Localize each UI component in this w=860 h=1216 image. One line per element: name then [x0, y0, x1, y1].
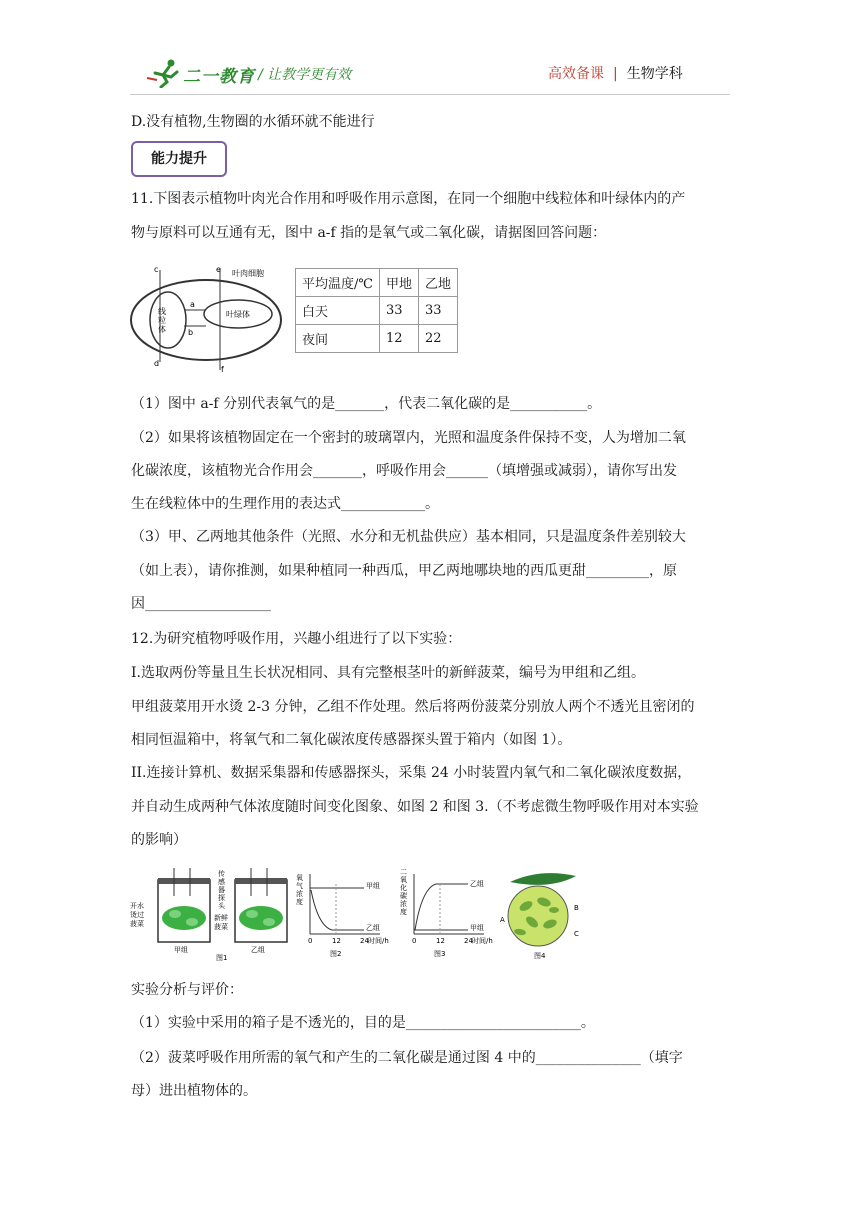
- analysis-q1: （1）实验中采用的箱子是不透光的，目的是_________________________。: [131, 1015, 595, 1031]
- q12-title: 12.为研究植物呼吸作用，兴趣小组进行了以下实验：: [131, 631, 462, 647]
- analysis-q2-line1: （2）菠菜呼吸作用所需的氧气和产生的二氧化碳是通过图 4 中的_______________（填字: [131, 1050, 683, 1066]
- table-cell: 12: [379, 325, 418, 353]
- cell-label: 叶肉细胞: [232, 269, 264, 278]
- table-header-cell: 乙地: [418, 269, 457, 297]
- table-cell: 22: [418, 325, 457, 353]
- analysis-q2-line2: 母）进出植物体的。: [131, 1083, 257, 1099]
- fig2-caption: 图2: [330, 950, 342, 958]
- header-label-subject: 生物学科: [626, 66, 683, 82]
- mito-char-2: 粒: [158, 316, 166, 325]
- mito-char-3: 体: [158, 325, 166, 334]
- fig3-ylabel-2: 氧: [400, 876, 407, 884]
- table-row: [296, 297, 458, 325]
- mito-char-1: 线: [158, 307, 166, 316]
- option-d: D.没有植物,生物圈的水循环就不能进行: [131, 114, 375, 130]
- fig2-ylabel-1: 氧: [296, 874, 303, 882]
- q12-step2-line2: 并自动生成两种气体浓度随时间变化图象、如图 2 和图 3.（不考虑微生物呼吸作用对本实验: [131, 799, 699, 815]
- q11-part3-line1: （3）甲、乙两地其他条件（光照、水分和无机盐供应）基本相同，只是温度条件差别较大: [131, 529, 686, 545]
- fig1-sensor-4: 探: [218, 894, 225, 902]
- fig3-tick-0: 0: [412, 937, 417, 945]
- fig1-sensor-3: 器: [218, 886, 225, 894]
- q11-part3-line3: 因__________________: [131, 596, 271, 612]
- fig2-tick-24: 24: [360, 937, 369, 945]
- fig3-ylabel-6: 度: [400, 908, 407, 916]
- q11-part2-line3: 生在线粒体中的生理作用的表达式____________。: [131, 496, 439, 512]
- q11-part2-line1: （2）如果将该植物固定在一个密封的玻璃罩内，光照和温度条件保持不变，人为增加二氧: [131, 430, 686, 446]
- table-cell: 白天: [296, 297, 380, 325]
- header-rule: [130, 94, 730, 95]
- fig3-ylabel-4: 碳: [400, 892, 407, 900]
- table-header-row: [296, 269, 458, 297]
- q12-para1-line2: 相同恒温箱中，将氧气和二氧化碳浓度传感器探头置于箱内（如图 1）。: [131, 732, 572, 748]
- label-e: e: [216, 265, 221, 274]
- fig1-sensor-1: 传: [218, 870, 225, 878]
- fig2-tick-12: 12: [332, 937, 341, 945]
- analysis-heading: 实验分析与评价：: [131, 982, 243, 998]
- q12-step2-line3: 的影响）: [131, 832, 187, 848]
- label-a: a: [190, 300, 195, 309]
- fig1-group-b: 乙组: [251, 946, 265, 954]
- fig1-left-label-3: 菠菜: [130, 920, 144, 928]
- table-cell: 夜间: [296, 325, 380, 353]
- fig1-sensor-5: 头: [218, 902, 225, 910]
- chloroplast-label: 叶绿体: [226, 310, 250, 319]
- fig2-xunit: 时间/h: [368, 937, 389, 945]
- fig3-ylabel-3: 化: [400, 884, 407, 892]
- q11-part2-line2: 化碳浓度，该植物光合作用会_______，呼吸作用会______（填增强或减弱），请你写出发: [131, 463, 677, 479]
- q12-step2-line1: II.连接计算机、数据采集器和传感器探头，采集 24 小时装置内氧气和二氧化碳浓度数据，: [131, 765, 692, 781]
- fig3-tick-24: 24: [464, 937, 473, 945]
- fig3-line-top: 乙组: [470, 880, 484, 888]
- q11-part1: （1）图中 a-f 分别代表氧气的是_______，代表二氧化碳的是___________。: [131, 396, 602, 412]
- header-label-prep: 高效备课: [548, 66, 604, 82]
- fig1-sensor-2: 感: [218, 878, 225, 886]
- fig3-xunit: 时间/h: [472, 937, 493, 945]
- fig3-tick-12: 12: [436, 937, 445, 945]
- fig3-ylabel-5: 浓: [400, 900, 407, 908]
- fig1-fresh-1: 新鲜: [214, 914, 228, 922]
- fig4-label-a: A: [500, 916, 505, 924]
- label-c: c: [154, 265, 159, 274]
- q11-part3-line2: （如上表），请你推测，如果种植同一种西瓜，甲乙两地哪块地的西瓜更甜_________，原: [131, 563, 677, 579]
- table-cell: 33: [379, 297, 418, 325]
- table-header-cell: 平均温度/℃: [296, 269, 380, 297]
- fig1-left-label-1: 开水: [130, 902, 144, 910]
- fig3-ylabel-1: 二: [400, 868, 407, 876]
- temperature-table: [295, 268, 458, 353]
- q11-line2: 物与原料可以互通有无，图中 a-f 指的是氧气或二氧化碳，请据图回答问题：: [131, 225, 607, 241]
- fig2-tick-0: 0: [308, 937, 313, 945]
- page-header: [0, 0, 860, 100]
- q12-step1: I.选取两份等量且生长状况相同、具有完整根茎叶的新鲜菠菜，编号为甲组和乙组。: [131, 665, 645, 681]
- fig1-caption: 图1: [216, 954, 228, 962]
- fig2-ylabel-4: 度: [296, 898, 303, 906]
- q11-line1: 11.下图表示植物叶肉光合作用和呼吸作用示意图，在同一个细胞中线粒体和叶绿体内的产: [131, 191, 686, 207]
- fig2-line-top: 甲组: [366, 882, 380, 890]
- table-cell: 33: [418, 297, 457, 325]
- section-title: 能力提升: [131, 141, 227, 177]
- label-f: f: [221, 365, 224, 374]
- experiment-figures: [130, 866, 590, 962]
- fig4-label-c: C: [574, 930, 579, 938]
- fig3-line-bottom: 甲组: [470, 924, 484, 932]
- fig2-line-bottom: 乙组: [366, 924, 380, 932]
- fig4-caption: 图4: [534, 952, 546, 960]
- figure-4-leaf: [508, 873, 576, 946]
- header-subject: [548, 63, 683, 83]
- fig3-caption: 图3: [434, 950, 446, 958]
- cell-diagram: [128, 262, 286, 374]
- fig1-fresh-2: 菠菜: [214, 923, 228, 931]
- fig4-label-b: B: [574, 904, 579, 912]
- runner-logo-icon: [145, 58, 185, 88]
- brand-name: 二一教育: [183, 67, 255, 87]
- table-header-cell: 甲地: [379, 269, 418, 297]
- label-d: d: [154, 359, 160, 368]
- q12-para1-line1: 甲组菠菜用开水烫 2-3 分钟，乙组不作处理。然后将两份菠菜分别放人两个不透光且密闭的: [131, 699, 695, 715]
- fig1-group-a: 甲组: [174, 946, 188, 954]
- fig2-ylabel-3: 浓: [296, 890, 303, 898]
- fig1-left-label-2: 烫过: [130, 911, 144, 919]
- header-divider: |: [613, 66, 618, 82]
- table-row: [296, 325, 458, 353]
- fig2-ylabel-2: 气: [296, 882, 303, 890]
- brand-slogan: / 让教学更有效: [258, 67, 352, 83]
- label-b: b: [188, 328, 194, 337]
